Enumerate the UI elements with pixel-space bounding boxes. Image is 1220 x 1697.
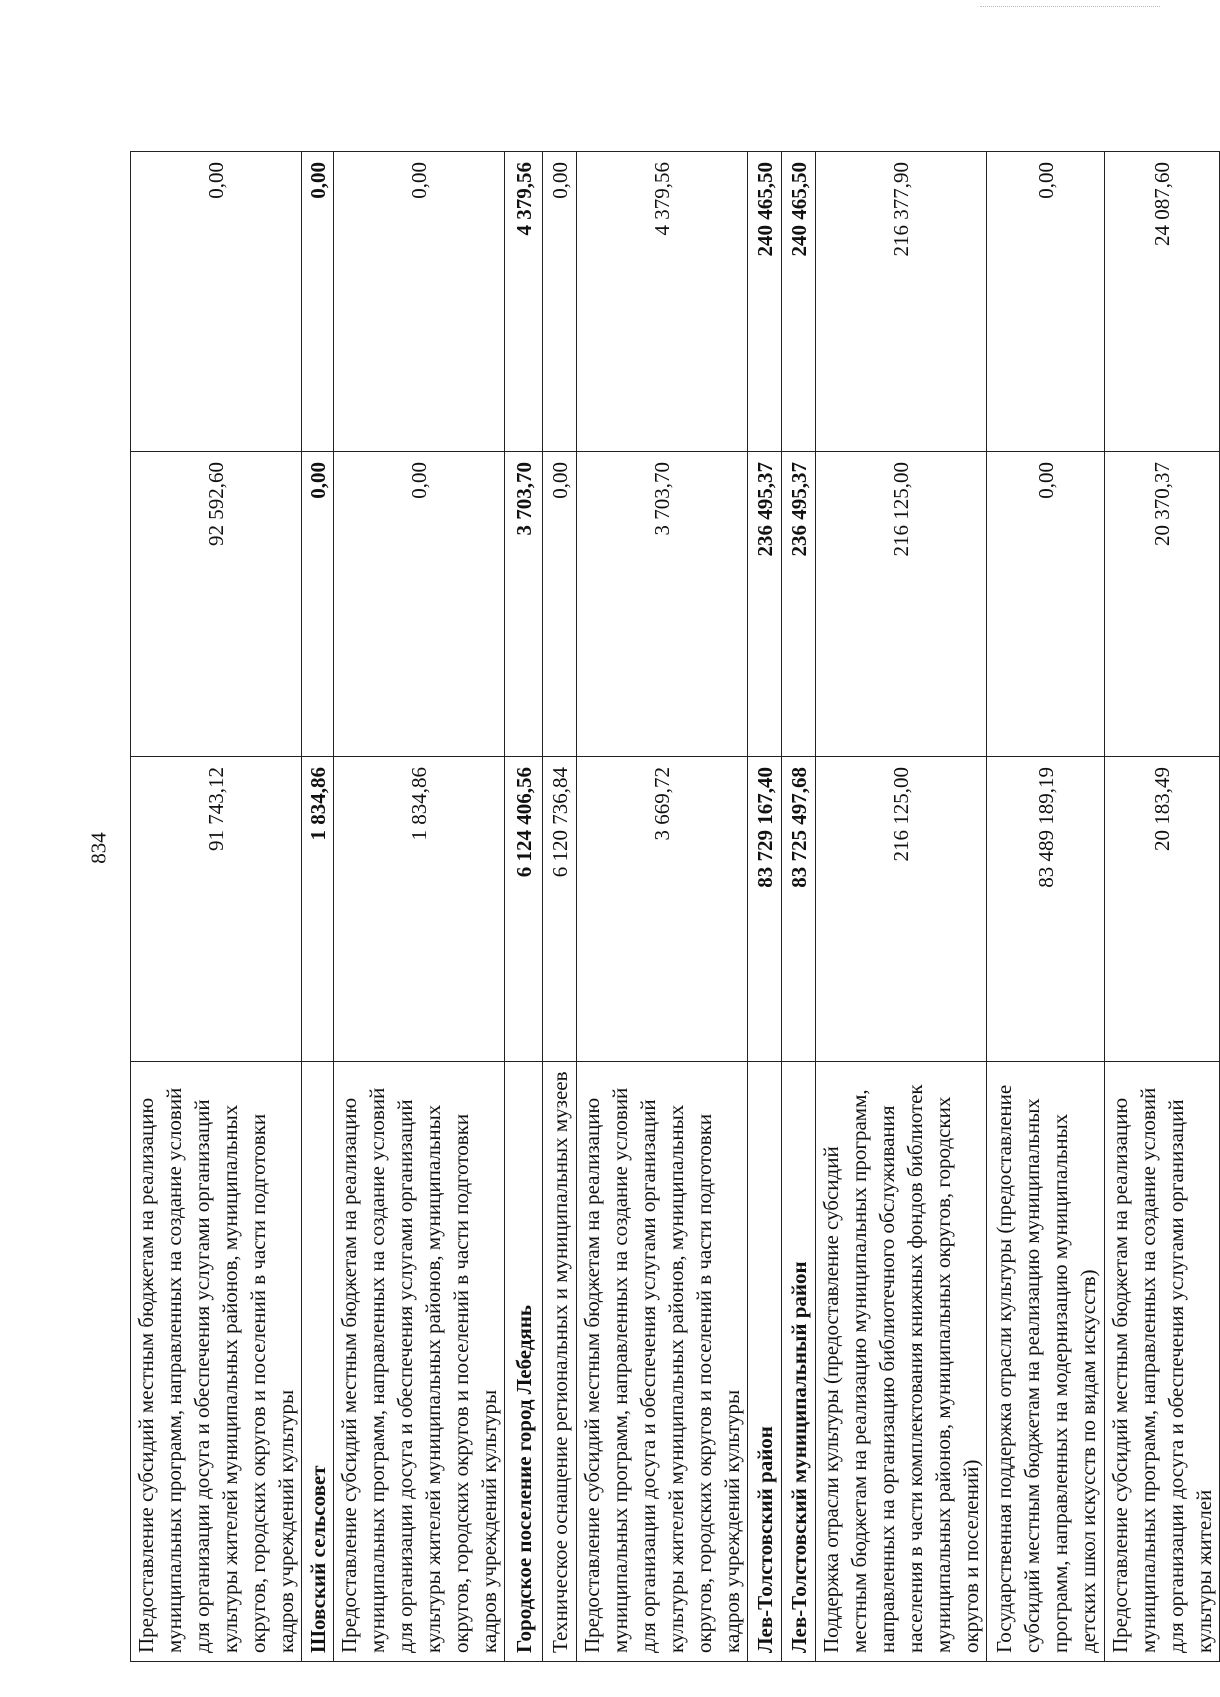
row-value-3: 4 379,56	[505, 152, 543, 452]
row-name: Поддержка отрасли культуры (предоставление субсидий местным бюджетам на реализацию муниципальных программ, направленных на организацию библиотечного обслуживания населения в части комплектования книжных фондов библиотек муниципальных районов, муниципальных округов, городских округов и поселений)	[816, 1062, 987, 1662]
row-value-3: 240 465,50	[782, 152, 816, 452]
table-row	[748, 152, 782, 1662]
row-value-2: 20 370,37	[1105, 452, 1220, 757]
row-name: Государственная поддержка отрасли культуры (предоставление субсидий местным бюджетам на реализацию муниципальных программ, направленных на модернизацию муниципальных детских школ искусств по видам искусств)	[987, 1062, 1105, 1662]
row-value-2: 0,00	[987, 452, 1105, 757]
row-value-2: 0,00	[302, 452, 334, 757]
row-name: Предоставление субсидий местным бюджетам на реализацию муниципальных программ, направленных на создание условий для организации досуга и обеспечения услугами организаций культуры жителей муниципальных районов, муниципальных округов, городских округов и поселений в части подготовки кадров учреждений культуры	[334, 1062, 505, 1662]
row-value-1: 83 725 497,68	[782, 757, 816, 1062]
row-name: Шовский сельсовет	[302, 1062, 334, 1662]
row-value-3: 24 087,60	[1105, 152, 1220, 452]
row-value-3: 4 379,56	[577, 152, 748, 452]
row-value-3: 0,00	[302, 152, 334, 452]
row-value-1: 91 743,12	[131, 757, 302, 1062]
row-value-1: 216 125,00	[816, 757, 987, 1062]
row-value-3: 240 465,50	[748, 152, 782, 452]
row-value-2: 236 495,37	[748, 452, 782, 757]
row-name: Техническое оснащение региональных и муниципальных музеев	[543, 1062, 577, 1662]
table-row	[1105, 152, 1220, 1662]
table-row	[131, 152, 302, 1662]
table-row	[987, 152, 1105, 1662]
row-value-2: 3 703,70	[577, 452, 748, 757]
table-row	[543, 152, 577, 1662]
row-name: Предоставление субсидий местным бюджетам на реализацию муниципальных программ, направленных на создание условий для организации досуга и обеспечения услугами организаций культуры жителей муниципальных районов, муниципальных округов, городских округов и поселений в части подготовки кадров учреждений культуры	[131, 1062, 302, 1662]
row-value-2: 0,00	[543, 452, 577, 757]
table-row	[816, 152, 987, 1662]
row-value-3: 0,00	[131, 152, 302, 452]
row-value-1: 6 124 406,56	[505, 757, 543, 1062]
row-value-3: 216 377,90	[816, 152, 987, 452]
row-value-2: 216 125,00	[816, 452, 987, 757]
row-value-2: 3 703,70	[505, 452, 543, 757]
row-value-1: 1 834,86	[334, 757, 505, 1062]
scan-mark	[980, 6, 1160, 9]
row-value-2: 0,00	[334, 452, 505, 757]
row-name: Предоставление субсидий местным бюджетам на реализацию муниципальных программ, направленных на создание условий для организации досуга и обеспечения услугами организаций культуры жителей муниципальных районов, муниципальных округов, городских округов и поселений в части подготовки кадров учреждений культуры	[577, 1062, 748, 1662]
budget-table	[130, 151, 1220, 1662]
row-value-1: 83 489 189,19	[987, 757, 1105, 1062]
row-value-3: 0,00	[987, 152, 1105, 452]
row-name: Предоставление субсидий местным бюджетам на реализацию муниципальных программ, направленных на создание условий для организации досуга и обеспечения услугами организаций культуры жителей	[1105, 1062, 1220, 1662]
row-value-1: 1 834,86	[302, 757, 334, 1062]
table-body	[131, 152, 1220, 1662]
page-number: 834	[86, 832, 111, 864]
row-value-2: 236 495,37	[782, 452, 816, 757]
table-row	[782, 152, 816, 1662]
row-name: Городское поселение город Лебедянь	[505, 1062, 543, 1662]
row-value-3: 0,00	[334, 152, 505, 452]
rotated-table-container	[130, 152, 1216, 1662]
row-value-2: 92 592,60	[131, 452, 302, 757]
row-value-3: 0,00	[543, 152, 577, 452]
row-value-1: 6 120 736,84	[543, 757, 577, 1062]
row-name: Лев-Толстовский муниципальный район	[782, 1062, 816, 1662]
table-row	[302, 152, 334, 1662]
table-row	[334, 152, 505, 1662]
row-value-1: 3 669,72	[577, 757, 748, 1062]
row-value-1: 83 729 167,40	[748, 757, 782, 1062]
row-value-1: 20 183,49	[1105, 757, 1220, 1062]
table-row	[577, 152, 748, 1662]
table-row	[505, 152, 543, 1662]
row-name: Лев-Толстовский район	[748, 1062, 782, 1662]
